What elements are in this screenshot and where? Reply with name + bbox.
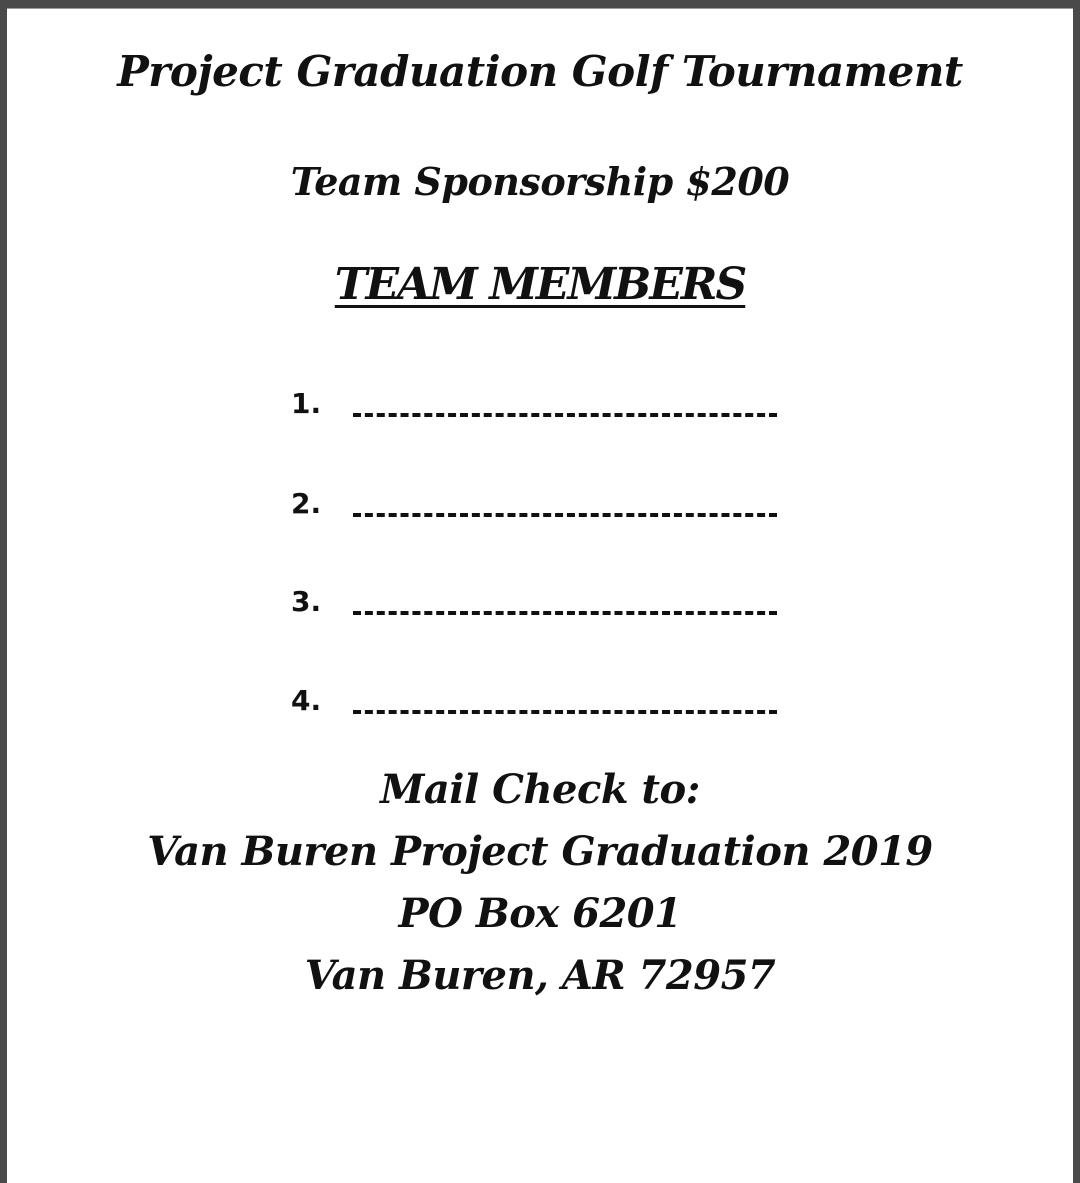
member-blank-line xyxy=(353,710,777,714)
mail-city-state-zip: Van Buren, AR 72957 xyxy=(304,952,776,999)
member-blank-line xyxy=(353,413,777,417)
mail-recipient: Van Buren Project Graduation 2019 xyxy=(147,828,933,875)
member-number: 1. xyxy=(291,387,322,420)
sponsorship-price: Team Sponsorship $200 xyxy=(290,159,790,204)
mailing-address-block xyxy=(7,759,1073,1007)
flyer-title: Project Graduation Golf Tournament xyxy=(117,47,963,96)
team-members-heading-text: TEAM MEMBERS xyxy=(334,259,746,310)
member-number: 2. xyxy=(291,487,322,520)
member-entry-2 xyxy=(291,487,811,527)
member-entry-1 xyxy=(291,387,811,427)
team-members-heading xyxy=(7,259,1073,310)
member-blank-line xyxy=(353,611,777,615)
mail-heading: Mail Check to: xyxy=(380,766,700,813)
member-blank-line xyxy=(353,513,777,517)
mail-po-box: PO Box 6201 xyxy=(398,890,682,937)
flyer-page xyxy=(7,8,1073,1183)
member-number: 3. xyxy=(291,585,322,618)
member-entry-4 xyxy=(291,684,811,724)
member-entry-3 xyxy=(291,585,811,625)
member-number: 4. xyxy=(291,684,322,717)
